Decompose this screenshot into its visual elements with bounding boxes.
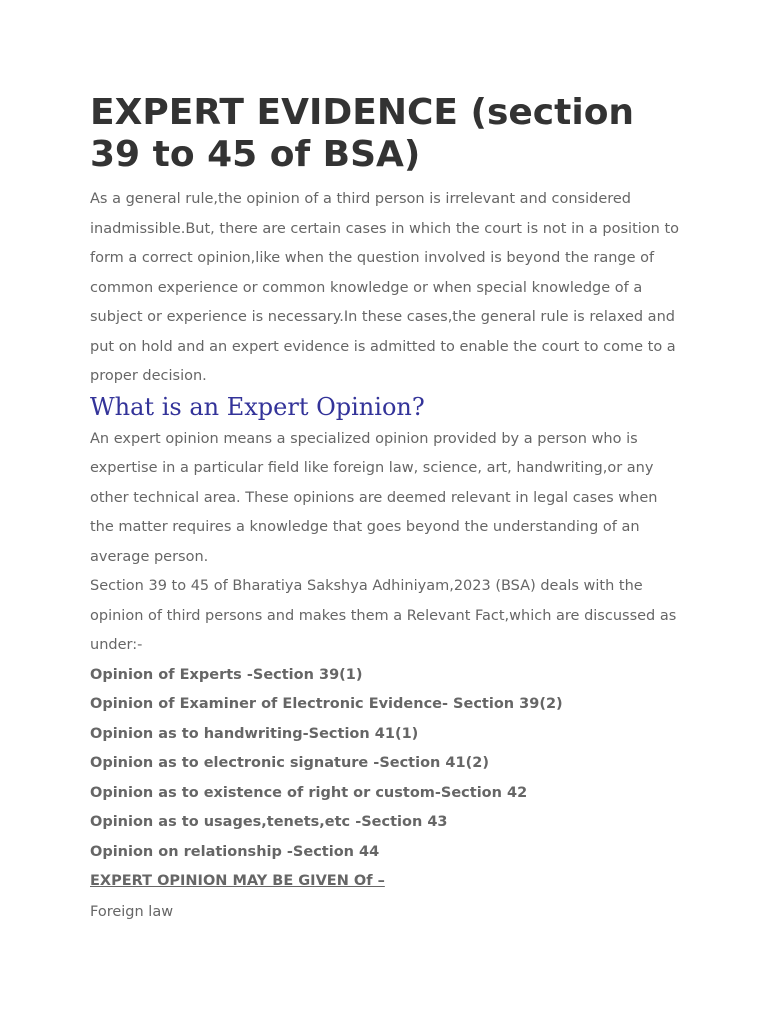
list-item: Opinion as to handwriting-Section 41(1) [90,725,419,742]
intro-paragraph: As a general rule,the opinion of a third person is irrelevant and considered inadmissible.But, there are certain cases in which the court is not in a position to form a correct opinion,like when the question involved is beyond the range of common experience or common knowledge or when special knowledge of a subject or experience is necessary.In these cases,the general rule is relaxed and put on hold and an expert evidence is admitted to enable the court to come to a proper decision. [90,191,680,384]
opinion-list [90,661,690,868]
list-item: Opinion as to existence of right or custom-Section 42 [90,784,528,801]
list-item: Opinion as to usages,tenets,etc -Section 43 [90,814,448,830]
list-item: Opinion on relationship -Section 44 [90,843,380,860]
document-page [90,92,690,928]
list-item: Opinion of Experts -Section 39(1) [90,666,363,683]
list-item: Foreign law [90,903,174,920]
list-item: Opinion as to electronic signature -Section 41(2) [90,755,489,771]
expert-opinion-heading: EXPERT OPINION MAY BE GIVEN Of – [90,873,385,889]
section-heading-expert-opinion: What is an Expert Opinion? [90,392,425,421]
list-item: Opinion of Examiner of Electronic Evidence- Section 39(2) [90,696,563,712]
sections-intro-paragraph: Section 39 to 45 of Bharatiya Sakshya Adhiniyam,2023 (BSA) deals with the opinion of third persons and makes them a Relevant Fact,which are discussed as under:- [90,578,677,653]
definition-paragraph: An expert opinion means a specialized opinion provided by a person who is expertise in a particular field like foreign law, science, art, handwriting,or any other technical area. These opinions are deemed relevant in legal cases when the matter requires a knowledge that goes beyond the understanding of an average person. [90,430,658,565]
document-title: EXPERT EVIDENCE (section 39 to 45 of BSA) [90,92,635,175]
